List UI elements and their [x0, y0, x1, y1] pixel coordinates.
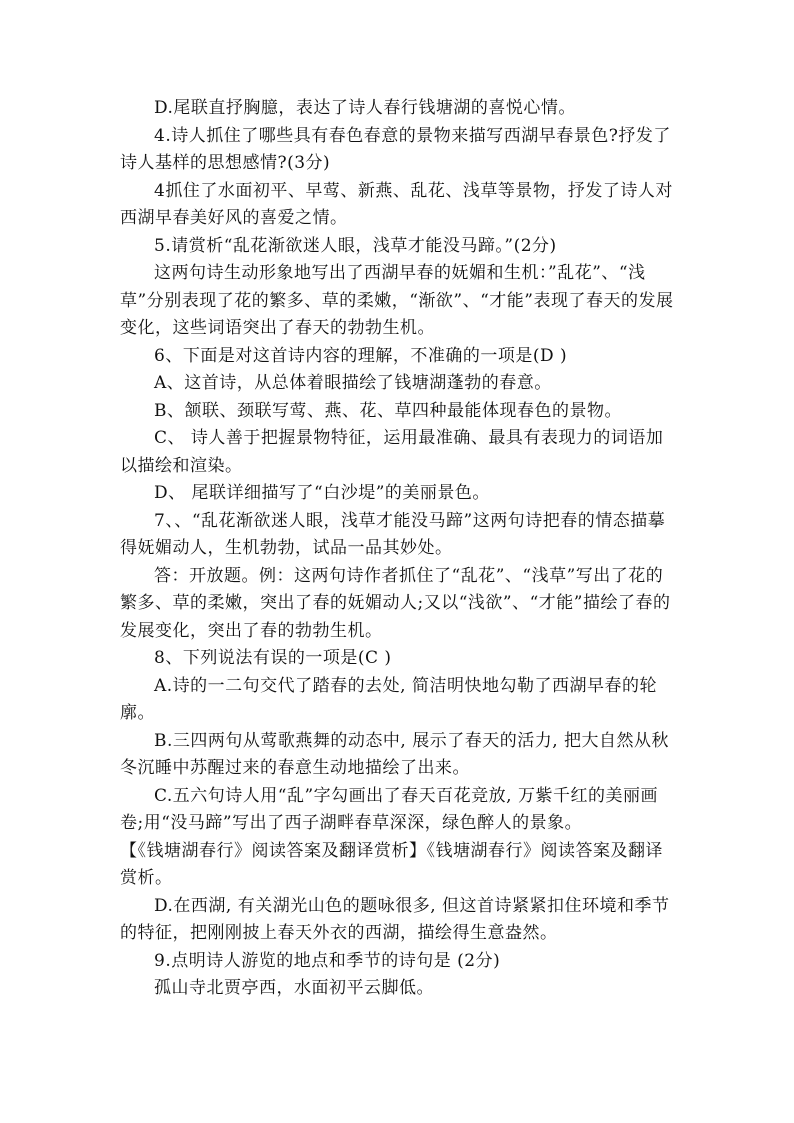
answer-4: 4抓住了水面初平、早莺、新燕、乱花、浅草等景物，抒发了诗人对西湖早春美好风的喜爱之情。: [120, 180, 673, 228]
question-8-option-b: B.三四两句从莺歌燕舞的动态中, 展示了春天的活力, 把大自然从秋冬沉睡中苏醒过来的春意生动地描绘了出来。: [120, 730, 670, 778]
answer-9: 孤山寺北贾亭西，水面初平云脚低。: [154, 978, 434, 998]
answer-5: 这两句诗生动形象地写出了西湖早春的妩媚和生机：”乱花”、“浅草”分别表现了花的繁多、草的柔嫩，“渐欲”、“才能”表现了春天的发展变化，这些词语突出了春天的勃勃生机。: [120, 263, 674, 338]
question-8-option-d: D.在西湖, 有关湖光山色的题咏很多, 但这首诗紧紧扣住环境和季节的特征，把刚刚披上春天外衣的西湖，描绘得生意盎然。: [120, 895, 670, 943]
question-6: 6、下面是对这首诗内容的理解，不准确的一项是(D ): [154, 345, 568, 366]
question-8: 8、下列说法有误的一项是(C ): [154, 648, 392, 668]
question-6-option-d: D、 尾联详细描写了“白沙堤”的美丽景色。: [154, 483, 490, 503]
option-d-paragraph: D.尾联直抒胸臆，表达了诗人春行钱塘湖的喜悦心情。: [154, 98, 576, 118]
question-7: 7、、“乱花渐欲迷人眼，浅草才能没马蹄”这两句诗把春的情态描摹得妩媚动人，生机勃勃，试品一品其妙处。: [120, 510, 666, 558]
question-9: 9.点明诗人游览的地点和季节的诗句是 (2分): [154, 950, 501, 971]
question-5: 5.请赏析“乱花渐欲迷人眼，浅草才能没马蹄。”(2分): [154, 235, 557, 256]
question-8-option-c: C.五六句诗人用“乱”字勾画出了春天百花竞放, 万紫千红的美丽画卷;用“没马蹄”写出了西子湖畔春草深深，绿色醉人的景象。: [120, 785, 658, 833]
question-4: 4.诗人抓住了哪些具有春色春意的景物来描写西湖早春景色?抒发了诗人基样的思想感情?(3分): [120, 125, 671, 173]
document-body: [120, 95, 680, 1003]
question-8-option-a: A.诗的一二句交代了踏春的去处, 简洁明快地勾勒了西湖早春的轮廓。: [120, 675, 657, 723]
question-6-option-a: A、这首诗，从总体着眼描绘了钱塘湖蓬勃的春意。: [154, 373, 552, 393]
answer-7: 答：开放题。例：这两句诗作者抓住了“乱花”、“浅草”写出了花的繁多、草的柔嫩，突出了春的妩媚动人;又以“浅欲”、“才能”描绘了春的发展变化，突出了春的勃勃生机。: [120, 565, 671, 641]
source-title-line: 【《钱塘湖春行》阅读答案及翻译赏析】《钱塘湖春行》阅读答案及翻译赏析。: [120, 840, 663, 888]
question-6-option-c: C、 诗人善于把握景物特征，运用最准确、最具有表现力的词语加以描绘和渲染。: [120, 428, 664, 476]
question-6-option-b: B、颔联、颈联写莺、燕、花、草四种最能体现春色的景物。: [154, 400, 622, 421]
